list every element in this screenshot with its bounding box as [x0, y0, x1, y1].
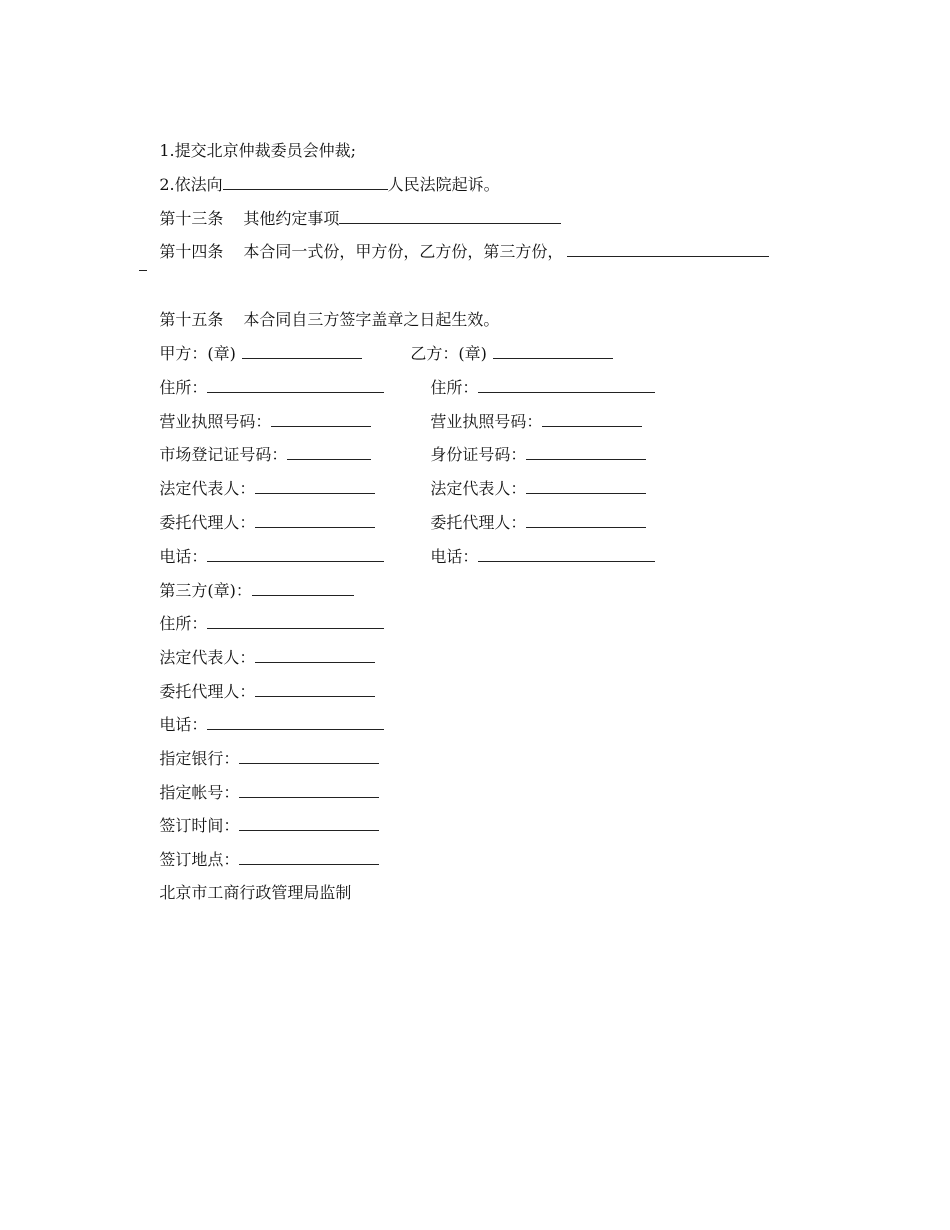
- party-c-legal-rep-label: 法定代表人：: [159, 648, 256, 667]
- party-c-bank-blank[interactable]: [239, 749, 379, 764]
- lawsuit-prefix: 2.依法向: [159, 175, 223, 194]
- party-c-account-label: 指定帐号：: [159, 783, 240, 802]
- party-a-phone-label: 电话：: [159, 547, 208, 566]
- party-b-phone-label: 电话：: [430, 547, 479, 566]
- party-b-seal-blank[interactable]: [493, 344, 613, 359]
- party-c-phone-blank[interactable]: [207, 715, 384, 730]
- party-a-agent-blank[interactable]: [255, 513, 375, 528]
- party-b-agent-label: 委托代理人：: [430, 513, 527, 532]
- article-14-text: 本合同一式份，甲方份，乙方份，第三方份，: [243, 242, 564, 261]
- party-a-agent-label: 委托代理人：: [159, 513, 256, 532]
- party-a-address-label: 住所：: [159, 378, 208, 397]
- party-c-address-label: 住所：: [159, 614, 208, 633]
- party-b-legal-rep-label: 法定代表人：: [430, 479, 527, 498]
- party-a-legal-rep-blank[interactable]: [255, 479, 375, 494]
- article-15-text: 本合同自三方签字盖章之日起生效。: [243, 310, 500, 329]
- party-b-address-blank[interactable]: [478, 378, 655, 393]
- party-b-address-label: 住所：: [430, 378, 479, 397]
- party-b-phone-blank[interactable]: [478, 547, 655, 562]
- article-15-label: 第十五条: [159, 310, 224, 329]
- sign-time-blank[interactable]: [239, 816, 379, 831]
- article-14: [139, 222, 769, 282]
- supervisor-text: 北京市工商行政管理局监制: [159, 883, 352, 902]
- court-blank[interactable]: [223, 175, 388, 190]
- party-a-registration-label: 市场登记证号码：: [159, 445, 288, 464]
- lawsuit-suffix: 人民法院起诉。: [387, 175, 500, 194]
- party-b-id-label: 身份证号码：: [430, 445, 527, 464]
- party-c-title: 第三方(章)：: [159, 581, 252, 600]
- sign-place-label: 签订地点：: [159, 850, 240, 869]
- party-c-address-blank[interactable]: [207, 614, 384, 629]
- article-13-label: 第十三条: [159, 209, 224, 228]
- party-a-registration-blank[interactable]: [287, 445, 371, 460]
- party-a-phone-blank[interactable]: [207, 547, 384, 562]
- copies-blank[interactable]: [567, 242, 769, 257]
- party-a-title: 甲方：(章): [159, 344, 236, 363]
- party-a-seal-blank[interactable]: [242, 344, 362, 359]
- party-a-address-blank[interactable]: [207, 378, 384, 393]
- party-b-title: 乙方：(章): [410, 344, 487, 363]
- party-b-id-blank[interactable]: [526, 445, 646, 460]
- arbitration-item-1-text: 1.提交北京仲裁委员会仲裁;: [159, 141, 357, 160]
- party-c-bank-label: 指定银行：: [159, 749, 240, 768]
- article-13-text: 其他约定事项: [243, 209, 340, 228]
- supervisor-line: [139, 863, 351, 923]
- party-b-license-label: 营业执照号码：: [430, 412, 543, 431]
- party-b-legal-rep-blank[interactable]: [526, 479, 646, 494]
- party-c-legal-rep-blank[interactable]: [255, 648, 375, 663]
- copies-blank-continuation: [139, 270, 147, 271]
- party-c-agent-label: 委托代理人：: [159, 682, 256, 701]
- article-14-label: 第十四条: [159, 242, 224, 261]
- party-c-phone-label: 电话：: [159, 715, 208, 734]
- party-a-license-label: 营业执照号码：: [159, 412, 272, 431]
- sign-time-label: 签订时间：: [159, 816, 240, 835]
- party-b-phone-row: [410, 527, 655, 587]
- party-a-legal-rep-label: 法定代表人：: [159, 479, 256, 498]
- party-b-agent-blank[interactable]: [526, 513, 646, 528]
